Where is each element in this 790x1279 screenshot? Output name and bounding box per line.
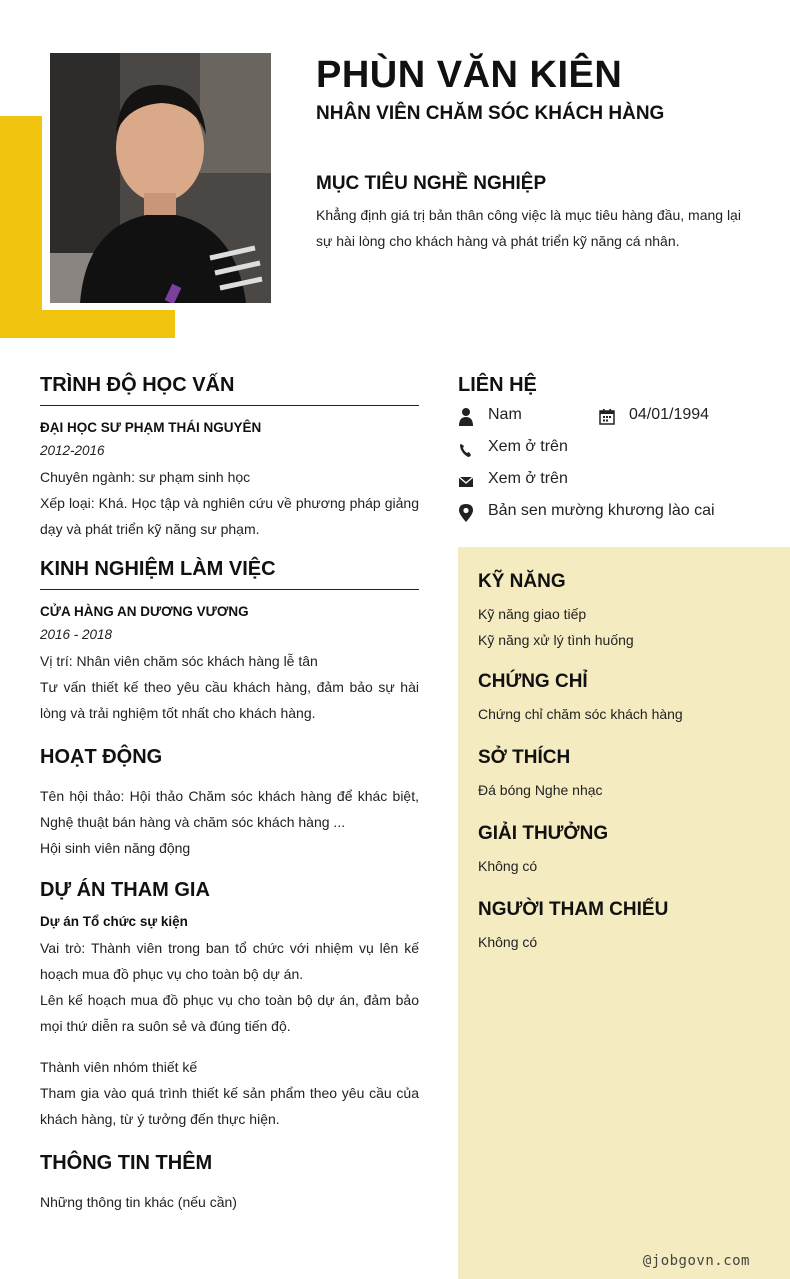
skill-item: Kỹ năng giao tiếp [478, 606, 587, 622]
skill-item: Kỹ năng xử lý tình huống [478, 632, 634, 648]
phone-icon [458, 439, 474, 459]
certificate-item: Chứng chỉ chăm sóc khách hàng [478, 706, 683, 722]
contact-heading: LIÊN HỆ [458, 374, 537, 396]
experience-description: Tư vấn thiết kế theo yêu cầu khách hàng, đảm bảo sự hài lòng và trải nghiệm tốt nhất cho khách hàng. [40, 679, 419, 721]
references-text: Không có [478, 934, 538, 950]
extra-info-text: Những thông tin khác (nếu cần) [40, 1194, 237, 1210]
calendar-icon [599, 407, 615, 427]
contact-gender: Nam [488, 406, 522, 423]
project-role: Vai trò: Thành viên trong ban tổ chức với nhiệm vụ lên kế hoạch mua đồ phục vụ cho toàn bộ dự án. [40, 940, 419, 982]
contact-address-row [458, 501, 778, 533]
experience-section [40, 558, 419, 590]
skills-heading: KỸ NĂNG [478, 571, 566, 592]
watermark: @jobgovn.com [642, 1253, 750, 1269]
email-icon [458, 471, 474, 491]
experience-heading: KINH NGHIỆM LÀM VIỆC [40, 558, 276, 580]
education-major: Chuyên ngành: sư phạm sinh học [40, 469, 251, 485]
education-heading: TRÌNH ĐỘ HỌC VẤN [40, 374, 235, 396]
hobbies-text: Đá bóng Nghe nhạc [478, 782, 603, 798]
contact-address: Bản sen mường khương lào cai [488, 502, 715, 519]
contact-email-row [458, 469, 778, 501]
project-name: Dự án Tổ chức sự kiện [40, 914, 188, 929]
project-role-2: Thành viên nhóm thiết kế [40, 1059, 198, 1075]
person-icon [458, 407, 474, 427]
project-detail-2: Tham gia vào quá trình thiết kế sản phẩm theo yêu cầu của khách hàng, từ ý tưởng đến thực hiện. [40, 1085, 419, 1127]
contact-gender-row [458, 405, 778, 437]
right-panel [458, 547, 790, 1279]
accent-bar-horizontal [0, 310, 175, 338]
awards-text: Không có [478, 858, 538, 874]
experience-period: 2016 - 2018 [40, 627, 113, 642]
certificates-heading: CHỨNG CHỈ [478, 671, 588, 692]
activities-line-1: Tên hội thảo: Hội thảo Chăm sóc khách hàng để khác biệt, Nghệ thuật bán hàng và chăm sóc khách hàng ... [40, 788, 419, 830]
contact-section [458, 374, 778, 533]
objective-text: Khẳng định giá trị bản thân công việc là mục tiêu hàng đầu, mang lại sự hài lòng cho khách hàng và phát triển kỹ năng cá nhân. [316, 207, 741, 249]
company-name: CỬA HÀNG AN DƯƠNG VƯƠNG [40, 604, 249, 619]
contact-phone: Xem ở trên [488, 438, 568, 455]
education-grade: Xếp loại: Khá. Học tập và nghiên cứu về phương pháp giảng dạy và phát triển kỹ năng sư phạm. [40, 495, 419, 537]
references-heading: NGƯỜI THAM CHIẾU [478, 899, 669, 920]
accent-bar-vertical [0, 116, 42, 338]
experience-position: Vị trí: Nhân viên chăm sóc khách hàng lễ tân [40, 653, 318, 669]
project-detail: Lên kế hoạch mua đồ phục vụ cho toàn bộ dự án, đảm bảo mọi thứ diễn ra suôn sẻ và đúng tiến độ. [40, 992, 419, 1034]
contact-phone-row [458, 437, 778, 469]
profile-photo [50, 53, 271, 303]
school-name: ĐẠI HỌC SƯ PHẠM THÁI NGUYÊN [40, 420, 262, 435]
objective-heading: MỤC TIÊU NGHỀ NGHIỆP [316, 173, 547, 194]
projects-heading: DỰ ÁN THAM GIA [40, 879, 210, 901]
extra-info-heading: THÔNG TIN THÊM [40, 1152, 213, 1174]
hobbies-heading: SỞ THÍCH [478, 747, 571, 768]
activities-line-2: Hội sinh viên năng động [40, 840, 191, 856]
education-section [40, 374, 419, 406]
job-title: NHÂN VIÊN CHĂM SÓC KHÁCH HÀNG [316, 103, 665, 124]
left-column [40, 374, 419, 1215]
contact-email: Xem ở trên [488, 470, 568, 487]
candidate-name: PHÙN VĂN KIÊN [316, 54, 623, 96]
activities-heading: HOẠT ĐỘNG [40, 746, 163, 768]
awards-heading: GIẢI THƯỞNG [478, 823, 609, 844]
contact-birthday: 04/01/1994 [629, 406, 710, 423]
education-period: 2012-2016 [40, 443, 105, 458]
location-icon [458, 503, 474, 523]
